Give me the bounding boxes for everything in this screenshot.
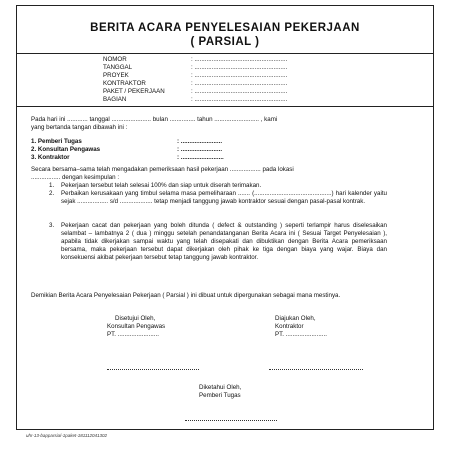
party-label-pemberi-tugas: 1. Pemberi Tugas <box>31 138 82 145</box>
field-label-proyek: PROYEK <box>103 72 129 79</box>
conclusion-number: 3. <box>49 222 55 229</box>
document-footer-id: uhr-13-bapparsial-1paket-181112041302 <box>26 433 108 438</box>
field-value-paket: : ...................................................... <box>191 88 288 95</box>
field-value-nomor: : ...................................................... <box>191 56 288 63</box>
sig-left-role: Konsultan Pengawas <box>107 323 166 330</box>
signature-line-center <box>185 420 277 421</box>
sig-right-company: PT. ........................ <box>275 331 327 338</box>
intro-line-1: Secara bersama–sama telah mengadakan pemeriksaan hasil pekerjaan .................. pada lokasi <box>31 166 294 173</box>
field-value-tanggal: : ...................................................... <box>191 64 288 71</box>
opening-line-2: yang bertanda tangan dibawah ini : <box>31 124 128 131</box>
opening-line-1: Pada hari ini ............ tanggal ....................... bulan ............... tahun .......................... , kami <box>31 116 278 123</box>
field-label-nomor: NOMOR <box>103 56 127 63</box>
signature-line-right <box>269 369 363 370</box>
header-divider <box>17 106 433 107</box>
field-label-paket: PAKET / PEKERJAAN <box>103 88 165 95</box>
title-divider <box>17 53 433 54</box>
party-label-kontraktor: 3. Kontraktor <box>31 154 70 161</box>
party-value-konsultan: : ........................ <box>177 146 223 153</box>
party-value-pemberi-tugas: : ........................ <box>177 138 223 145</box>
field-label-kontraktor: KONTRAKTOR <box>103 80 146 87</box>
intro-line-2: ................. dengan kesimpulan : <box>31 174 120 181</box>
closing-statement: Demikian Berita Acara Penyelesaian Pekerjaan ( Parsial ) ini dibuat untuk dipergunakan sebagai mana mestinya. <box>31 292 341 299</box>
sig-left-company: PT. ........................ <box>107 331 159 338</box>
conclusion-item: Pekerjaan cacat dan pekerjaan yang boleh ditunda ( defect & outstanding ) seperti terlampir harus diselesaikan selambat – lambatnya 2 ( dua ) minggu setelah penandatanganan Berita Acara ini ( Sesuai Target Penyelesaian ), apabila tidak dikerjakan sampai waktu yang telah disepakati dan dibuktikan dengan Berita Acara pemeriksaan bersama, maka pekerjaan tersebut dapat dikerjakan oleh pihak ke tiga dengan biaya yang wajar. Biaya dan konsekuensi akibat pekerjaan tersebut tetap tanggung jawab kontraktor. <box>61 222 387 261</box>
conclusion-item: Perbaikan kerusakaan yang timbul selama masa pemeliharaan ....... (.............................................) hari kalender yaitu sejak .................. s/d ................... tetap menjadi tanggung jawab kontraktor sesuai dengan pasal-pasal kontrak. <box>61 190 387 205</box>
sig-center-role: Pemberi Tugas <box>199 392 241 399</box>
party-value-kontraktor: : ......................... <box>177 154 224 161</box>
sig-center-acknowledged-by: Diketahui Oleh, <box>199 384 242 391</box>
conclusion-item: Pekerjaan tersebut telah selesai 100% dan siap untuk diserah terimakan. <box>61 182 262 189</box>
conclusion-number: 2. <box>49 190 55 197</box>
document-subtitle: ( PARSIAL ) <box>190 36 260 48</box>
signature-line-left <box>107 369 199 370</box>
document-page <box>16 5 434 430</box>
sig-right-submitted-by: Diajukan Oleh, <box>275 315 316 322</box>
sig-right-role: Kontraktor <box>275 323 304 330</box>
party-label-konsultan: 2. Konsultan Pengawas <box>31 146 101 153</box>
field-value-bagian: : ...................................................... <box>191 96 288 103</box>
sig-left-approved-by: Disetujui Oleh, <box>115 315 156 322</box>
conclusion-number: 1. <box>49 182 55 189</box>
field-label-bagian: BAGIAN <box>103 96 127 103</box>
field-value-kontraktor: : ...................................................... <box>191 80 288 87</box>
field-label-tanggal: TANGGAL <box>103 64 133 71</box>
document-title: BERITA ACARA PENYELESAIAN PEKERJAAN <box>90 22 360 34</box>
field-value-proyek: : ...................................................... <box>191 72 288 79</box>
